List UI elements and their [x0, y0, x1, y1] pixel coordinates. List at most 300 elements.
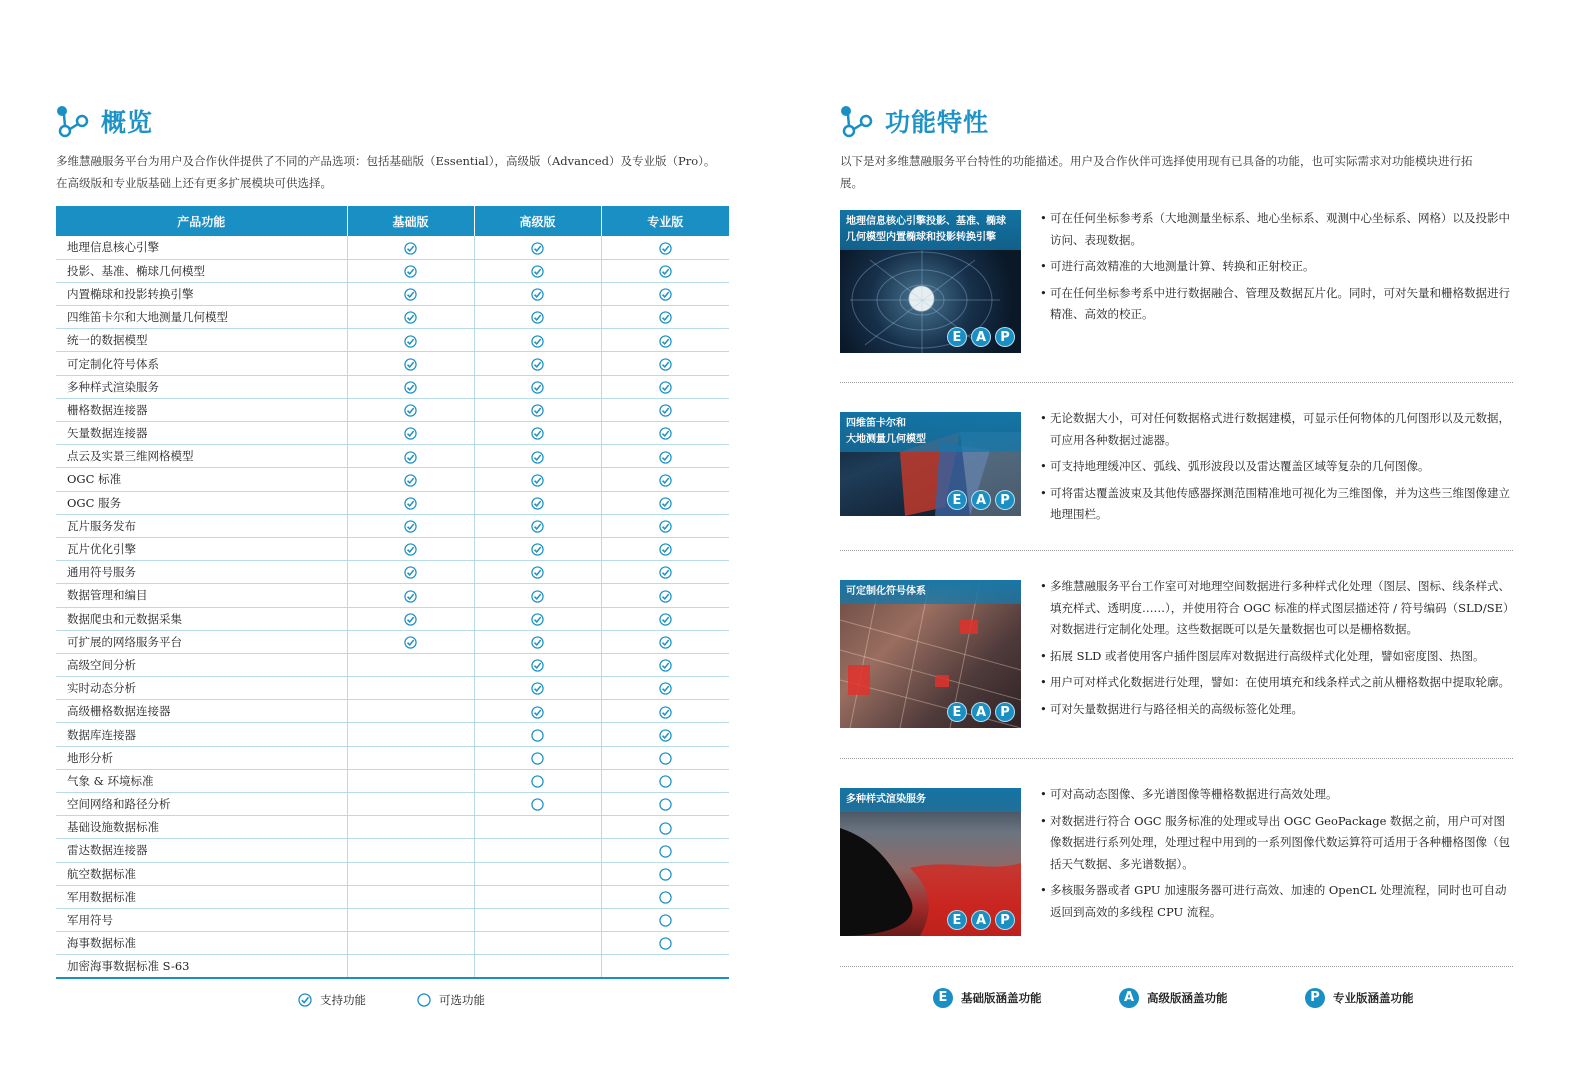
- table-row: [56, 955, 729, 978]
- badge-a: A: [971, 702, 991, 722]
- feature-name-cell: 航空数据标准: [56, 862, 347, 885]
- features-intro: [840, 150, 1516, 194]
- caption-line-1: 可定制化符号体系: [846, 586, 926, 597]
- edition-mark-cell: [347, 375, 474, 398]
- thumbnail-rendering: [840, 788, 1021, 936]
- feature-name-cell: 可扩展的网络服务平台: [56, 630, 347, 653]
- check-circle-icon: [659, 682, 672, 695]
- check-circle-icon: [531, 636, 544, 649]
- badge-e: E: [947, 910, 967, 930]
- badge-a: A: [971, 327, 991, 347]
- edition-mark-cell: [601, 746, 729, 769]
- check-circle-icon: [404, 381, 417, 394]
- check-circle-icon: [404, 242, 417, 255]
- edition-mark-cell: [474, 816, 601, 839]
- edition-mark-cell: [347, 908, 474, 931]
- feature-bullets: [1040, 576, 1513, 725]
- check-circle-icon: [531, 682, 544, 695]
- edition-mark-cell: [474, 607, 601, 630]
- edition-mark-cell: [474, 398, 601, 421]
- edition-mark-cell: [601, 422, 729, 445]
- check-circle-icon: [404, 311, 417, 324]
- edition-mark-cell: [347, 630, 474, 653]
- edition-mark-cell: [601, 908, 729, 931]
- table-row: [56, 561, 729, 584]
- feature-name-cell: OGC 标准: [56, 468, 347, 491]
- check-circle-icon: [531, 242, 544, 255]
- edition-badges: [947, 702, 1015, 722]
- check-circle-icon: [659, 311, 672, 324]
- edition-mark-cell: [474, 700, 601, 723]
- check-circle-icon: [404, 404, 417, 417]
- feature-name-cell: 军用符号: [56, 908, 347, 931]
- edition-mark-cell: [601, 816, 729, 839]
- edition-badges: [947, 910, 1015, 930]
- edition-mark-cell: [474, 282, 601, 305]
- edition-mark-cell: [347, 352, 474, 375]
- edition-mark-cell: [474, 653, 601, 676]
- check-circle-icon: [404, 335, 417, 348]
- badge-e: E: [947, 327, 967, 347]
- page-title-overview: 概览: [101, 108, 154, 137]
- check-circle-icon: [659, 729, 672, 742]
- feature-name-cell: 军用数据标准: [56, 885, 347, 908]
- overview-intro: [56, 150, 736, 194]
- check-circle-icon: [404, 590, 417, 603]
- check-circle-icon: [659, 381, 672, 394]
- table-row: [56, 862, 729, 885]
- empty-circle-icon: [659, 775, 672, 788]
- check-circle-icon: [531, 497, 544, 510]
- feature-name-cell: 加密海事数据标准 S-63: [56, 955, 347, 978]
- check-circle-icon: [531, 311, 544, 324]
- edition-mark-cell: [474, 491, 601, 514]
- edition-mark-cell: [347, 468, 474, 491]
- edition-mark-cell: [601, 514, 729, 537]
- edition-mark-cell: [347, 422, 474, 445]
- check-circle-icon: [659, 520, 672, 533]
- table-row: [56, 306, 729, 329]
- check-circle-icon: [659, 242, 672, 255]
- thumbnail-caption: [840, 210, 1021, 250]
- bullet-item: • 可将雷达覆盖波束及其他传感器探测范围精准地可视化为三维图像，并为这些三维图像建立地理围栏。: [1040, 483, 1513, 526]
- table-row: [56, 445, 729, 468]
- check-circle-icon: [659, 288, 672, 301]
- empty-circle-icon: [531, 775, 544, 788]
- table-row: [56, 282, 729, 305]
- check-circle-icon: [659, 335, 672, 348]
- edition-mark-cell: [347, 259, 474, 282]
- feature-name-cell: 通用符号服务: [56, 561, 347, 584]
- badge-p: P: [995, 490, 1015, 510]
- badge-p: P: [995, 910, 1015, 930]
- edition-mark-cell: [474, 329, 601, 352]
- check-circle-icon: [531, 590, 544, 603]
- bullet-item: • 对数据进行符合 OGC 服务标准的处理或导出 OGC GeoPackage 数据之前，用户可对图像数据进行系列处理，处理过程中用到的一系列图像代数运算符可适用于各种栅格图像（包括天气数据、多光谱数据）。: [1040, 811, 1513, 876]
- feature-name-cell: 可定制化符号体系: [56, 352, 347, 375]
- check-circle-icon: [404, 613, 417, 626]
- edition-mark-cell: [474, 955, 601, 978]
- edition-mark-cell: [347, 584, 474, 607]
- check-circle-icon: [531, 427, 544, 440]
- edition-mark-cell: [347, 561, 474, 584]
- feature-name-cell: 瓦片优化引擎: [56, 537, 347, 560]
- edition-mark-cell: [347, 769, 474, 792]
- empty-circle-icon: [531, 798, 544, 811]
- empty-circle-icon: [659, 845, 672, 858]
- empty-circle-icon: [659, 914, 672, 927]
- caption-line-2: 大地测量几何模型: [846, 434, 926, 445]
- table-row: [56, 816, 729, 839]
- thumbnail-globe: [840, 210, 1021, 353]
- edition-mark-cell: [474, 445, 601, 468]
- edition-mark-cell: [347, 653, 474, 676]
- table-row: [56, 236, 729, 259]
- table-row: [56, 630, 729, 653]
- network-logo-icon: [839, 104, 873, 138]
- bullet-item: • 多核服务器或者 GPU 加速服务器可进行高效、加速的 OpenCL 处理流程，同时也可自动返回到高效的多线程 CPU 流程。: [1040, 880, 1513, 923]
- table-row: [56, 584, 729, 607]
- table-body: [56, 236, 729, 978]
- check-circle-icon: [531, 404, 544, 417]
- check-circle-icon: [531, 451, 544, 464]
- edition-mark-cell: [474, 839, 601, 862]
- feature-name-cell: 地形分析: [56, 746, 347, 769]
- feature-name-cell: 点云及实景三维网格模型: [56, 445, 347, 468]
- check-circle-icon: [404, 265, 417, 278]
- caption-line-1: 地理信息核心引擎投影、基准、椭球: [846, 216, 1006, 227]
- check-circle-icon: [531, 543, 544, 556]
- feature-name-cell: 数据爬虫和元数据采集: [56, 607, 347, 630]
- edition-mark-cell: [601, 445, 729, 468]
- thumbnail-caption: [840, 580, 1021, 604]
- check-circle-icon: [659, 543, 672, 556]
- edition-mark-cell: [474, 352, 601, 375]
- table-row: [56, 885, 729, 908]
- check-circle-icon: [404, 358, 417, 371]
- table-row: [56, 769, 729, 792]
- thumbnail-caption: [840, 788, 1021, 812]
- feature-name-cell: 栅格数据连接器: [56, 398, 347, 421]
- check-circle-icon: [404, 566, 417, 579]
- table-row: [56, 329, 729, 352]
- feature-name-cell: 高级栅格数据连接器: [56, 700, 347, 723]
- table-row: [56, 259, 729, 282]
- bullet-item: • 可对高动态图像、多光谱图像等栅格数据进行高效处理。: [1040, 784, 1513, 806]
- edition-mark-cell: [347, 816, 474, 839]
- empty-circle-icon: [659, 798, 672, 811]
- empty-circle-icon: [531, 752, 544, 765]
- edition-mark-cell: [474, 537, 601, 560]
- edition-mark-cell: [347, 514, 474, 537]
- edition-mark-cell: [601, 537, 729, 560]
- check-circle-icon: [659, 404, 672, 417]
- feature-name-cell: 矢量数据连接器: [56, 422, 347, 445]
- feature-name-cell: 空间网络和路径分析: [56, 793, 347, 816]
- edition-mark-cell: [474, 375, 601, 398]
- edition-mark-cell: [347, 282, 474, 305]
- bullet-item: • 可在任何坐标参考系（大地测量坐标系、地心坐标系、观测中心坐标系、网格）以及投影中访问、表现数据。: [1040, 208, 1513, 251]
- feature-name-cell: OGC 服务: [56, 491, 347, 514]
- edition-mark-cell: [474, 236, 601, 259]
- edition-mark-cell: [474, 769, 601, 792]
- empty-circle-icon: [659, 868, 672, 881]
- edition-mark-cell: [347, 491, 474, 514]
- block-divider: [840, 382, 1513, 383]
- table-row: [56, 352, 729, 375]
- edition-mark-cell: [474, 422, 601, 445]
- block-divider: [840, 550, 1513, 551]
- feature-name-cell: 雷达数据连接器: [56, 839, 347, 862]
- legend-supported: [298, 992, 366, 1008]
- check-circle-icon: [531, 381, 544, 394]
- features-intro-line-1: 以下是对多维慧融服务平台特性的功能描述。用户及合作伙伴可选择使用现有已具备的功能，也可实际需求对功能模块进行拓: [840, 154, 1473, 168]
- badge-a: A: [971, 490, 991, 510]
- legend-supported-label: 支持功能: [320, 993, 366, 1007]
- bullet-item: • 多维慧融服务平台工作室可对地理空间数据进行多种样式化处理（图层、图标、线条样式、填充样式、透明度……），并使用符合 OGC 标准的样式图层描述符 / 符号编码（SLD/SE）对数据进行定制化处理。这些数据既可以是矢量数据也可以是栅格数据。: [1040, 576, 1513, 641]
- edition-mark-cell: [347, 236, 474, 259]
- edition-mark-cell: [347, 746, 474, 769]
- empty-circle-icon: [531, 729, 544, 742]
- check-circle-icon: [659, 474, 672, 487]
- thumbnail-geometry: [840, 412, 1021, 516]
- check-circle-icon: [531, 659, 544, 672]
- check-circle-icon: [659, 706, 672, 719]
- feature-name-cell: 海事数据标准: [56, 932, 347, 955]
- table-row: [56, 700, 729, 723]
- feature-bullets: [1040, 784, 1513, 928]
- thumbnail-caption: [840, 412, 1021, 452]
- table-row: [56, 653, 729, 676]
- badge-e: E: [933, 988, 953, 1008]
- edition-mark-cell: [601, 885, 729, 908]
- feature-name-cell: 内置椭球和投影转换引擎: [56, 282, 347, 305]
- edition-mark-cell: [474, 514, 601, 537]
- edition-mark-cell: [601, 700, 729, 723]
- check-circle-icon: [659, 427, 672, 440]
- check-circle-icon: [531, 706, 544, 719]
- edition-mark-cell: [601, 236, 729, 259]
- edition-mark-cell: [474, 885, 601, 908]
- feature-name-cell: 统一的数据模型: [56, 329, 347, 352]
- feature-name-cell: 基础设施数据标准: [56, 816, 347, 839]
- table-row: [56, 514, 729, 537]
- edition-mark-cell: [347, 445, 474, 468]
- edition-mark-cell: [601, 282, 729, 305]
- header-advanced: 高级版: [474, 206, 601, 236]
- legend-optional: [417, 992, 485, 1008]
- table-row: [56, 932, 729, 955]
- edition-mark-cell: [347, 398, 474, 421]
- check-circle-icon: [404, 288, 417, 301]
- check-circle-icon: [404, 543, 417, 556]
- edition-mark-cell: [601, 932, 729, 955]
- edition-mark-cell: [601, 468, 729, 491]
- check-circle-icon: [659, 451, 672, 464]
- table-row: [56, 908, 729, 931]
- check-circle-icon: [404, 451, 417, 464]
- feature-name-cell: 瓦片服务发布: [56, 514, 347, 537]
- thumbnail-symbology: [840, 580, 1021, 728]
- overview-intro-line-2: 在高级版和专业版基础上还有更多扩展模块可供选择。: [56, 176, 332, 190]
- edition-mark-cell: [347, 607, 474, 630]
- check-circle-icon: [659, 497, 672, 510]
- feature-name-cell: 多种样式渲染服务: [56, 375, 347, 398]
- edition-mark-cell: [347, 839, 474, 862]
- bullet-item: • 可进行高效精准的大地测量计算、转换和正射校正。: [1040, 256, 1513, 278]
- block-divider: [840, 758, 1513, 759]
- edition-mark-cell: [347, 329, 474, 352]
- table-row: [56, 398, 729, 421]
- edition-mark-cell: [347, 862, 474, 885]
- check-circle-icon: [659, 566, 672, 579]
- check-circle-icon: [659, 636, 672, 649]
- edition-mark-cell: [601, 329, 729, 352]
- edition-mark-cell: [601, 491, 729, 514]
- check-circle-icon: [531, 613, 544, 626]
- check-circle-icon: [531, 265, 544, 278]
- check-circle-icon: [659, 590, 672, 603]
- table-row: [56, 468, 729, 491]
- badge-e: E: [947, 702, 967, 722]
- feature-block-4d-geometry: [840, 408, 1513, 528]
- check-circle-icon: [404, 427, 417, 440]
- header-feature: 产品功能: [56, 206, 347, 236]
- feature-block-symbology: [840, 576, 1513, 736]
- check-circle-icon: [531, 566, 544, 579]
- badge-a: A: [971, 910, 991, 930]
- badge-p: P: [1305, 988, 1325, 1008]
- check-circle-icon: [404, 474, 417, 487]
- edition-mark-cell: [347, 537, 474, 560]
- check-circle-icon: [404, 636, 417, 649]
- edition-mark-cell: [601, 607, 729, 630]
- badge-a: A: [1119, 988, 1139, 1008]
- caption-line-2: 几何模型内置椭球和投影转换引擎: [846, 232, 996, 243]
- check-circle-icon: [659, 659, 672, 672]
- edition-mark-cell: [474, 584, 601, 607]
- table-row: [56, 793, 729, 816]
- badge-e: E: [947, 490, 967, 510]
- feature-name-cell: 四维笛卡尔和大地测量几何模型: [56, 306, 347, 329]
- edition-mark-cell: [601, 259, 729, 282]
- edition-mark-cell: [601, 352, 729, 375]
- edition-mark-cell: [347, 723, 474, 746]
- edition-legend-essential: [933, 988, 1042, 1008]
- block-divider: [840, 966, 1513, 967]
- edition-mark-cell: [601, 306, 729, 329]
- empty-circle-icon: [417, 993, 431, 1007]
- feature-comparison-table: [56, 206, 729, 979]
- edition-mark-cell: [474, 561, 601, 584]
- check-circle-icon: [531, 474, 544, 487]
- check-circle-icon: [531, 335, 544, 348]
- edition-mark-cell: [601, 375, 729, 398]
- empty-circle-icon: [659, 822, 672, 835]
- check-circle-icon: [298, 993, 312, 1007]
- table-row: [56, 537, 729, 560]
- edition-mark-cell: [601, 584, 729, 607]
- edition-mark-cell: [601, 723, 729, 746]
- edition-mark-cell: [474, 932, 601, 955]
- table-row: [56, 677, 729, 700]
- edition-mark-cell: [347, 306, 474, 329]
- edition-mark-cell: [347, 955, 474, 978]
- feature-name-cell: 投影、基准、椭球几何模型: [56, 259, 347, 282]
- table-row: [56, 375, 729, 398]
- edition-mark-cell: [474, 746, 601, 769]
- check-circle-icon: [404, 497, 417, 510]
- feature-name-cell: 地理信息核心引擎: [56, 236, 347, 259]
- edition-mark-cell: [601, 561, 729, 584]
- bullet-item: • 用户可对样式化数据进行处理，譬如：在使用填充和线条样式之前从栅格数据中提取轮廓。: [1040, 672, 1513, 694]
- edition-mark-cell: [601, 769, 729, 792]
- bullet-item: • 无论数据大小，可对任何数据格式进行数据建模，可显示任何物体的几何图形以及元数据，可应用各种数据过滤器。: [1040, 408, 1513, 451]
- caption-line-1: 多种样式渲染服务: [846, 794, 926, 805]
- overview-intro-line-1: 多维慧融服务平台为用户及合作伙伴提供了不同的产品选项：包括基础版（Essential），高级版（Advanced）及专业版（Pro）。: [56, 154, 716, 168]
- badge-p: P: [995, 702, 1015, 722]
- edition-mark-cell: [601, 677, 729, 700]
- check-circle-icon: [404, 520, 417, 533]
- feature-bullets: [1040, 208, 1513, 331]
- edition-mark-cell: [474, 468, 601, 491]
- empty-circle-icon: [659, 752, 672, 765]
- edition-legend-label: 高级版涵盖功能: [1147, 991, 1228, 1005]
- bullet-item: • 拓展 SLD 或者使用客户插件图层库对数据进行高级样式化处理，譬如密度图、热图。: [1040, 646, 1513, 668]
- empty-circle-icon: [659, 891, 672, 904]
- table-row: [56, 422, 729, 445]
- feature-bullets: [1040, 408, 1513, 531]
- edition-mark-cell: [601, 955, 729, 978]
- edition-mark-cell: [474, 630, 601, 653]
- edition-mark-cell: [347, 885, 474, 908]
- header-pro: 专业版: [601, 206, 729, 236]
- table-row: [56, 607, 729, 630]
- edition-mark-cell: [347, 932, 474, 955]
- edition-legend-advanced: [1119, 988, 1228, 1008]
- header-essential: 基础版: [347, 206, 474, 236]
- bullet-item: • 可在任何坐标参考系中进行数据融合、管理及数据瓦片化。同时，可对矢量和栅格数据进行精准、高效的校正。: [1040, 283, 1513, 326]
- edition-mark-cell: [474, 306, 601, 329]
- check-circle-icon: [531, 358, 544, 371]
- feature-name-cell: 数据库连接器: [56, 723, 347, 746]
- edition-mark-cell: [347, 700, 474, 723]
- check-circle-icon: [659, 613, 672, 626]
- empty-circle-icon: [659, 937, 672, 950]
- edition-legend-pro: [1305, 988, 1414, 1008]
- edition-legend-label: 专业版涵盖功能: [1333, 991, 1414, 1005]
- overview-heading: [55, 103, 153, 139]
- table-row: [56, 723, 729, 746]
- edition-mark-cell: [601, 793, 729, 816]
- bullet-item: • 可对矢量数据进行与路径相关的高级标签化处理。: [1040, 699, 1513, 721]
- check-circle-icon: [659, 265, 672, 278]
- check-circle-icon: [531, 288, 544, 301]
- edition-mark-cell: [474, 908, 601, 931]
- feature-name-cell: 实时动态分析: [56, 677, 347, 700]
- edition-mark-cell: [601, 630, 729, 653]
- caption-line-1: 四维笛卡尔和: [846, 418, 906, 429]
- edition-mark-cell: [601, 653, 729, 676]
- edition-mark-cell: [474, 862, 601, 885]
- edition-mark-cell: [474, 723, 601, 746]
- feature-name-cell: 气象 & 环境标准: [56, 769, 347, 792]
- edition-mark-cell: [601, 398, 729, 421]
- edition-mark-cell: [601, 862, 729, 885]
- edition-mark-cell: [601, 839, 729, 862]
- edition-mark-cell: [474, 677, 601, 700]
- table-header-row: [56, 206, 729, 236]
